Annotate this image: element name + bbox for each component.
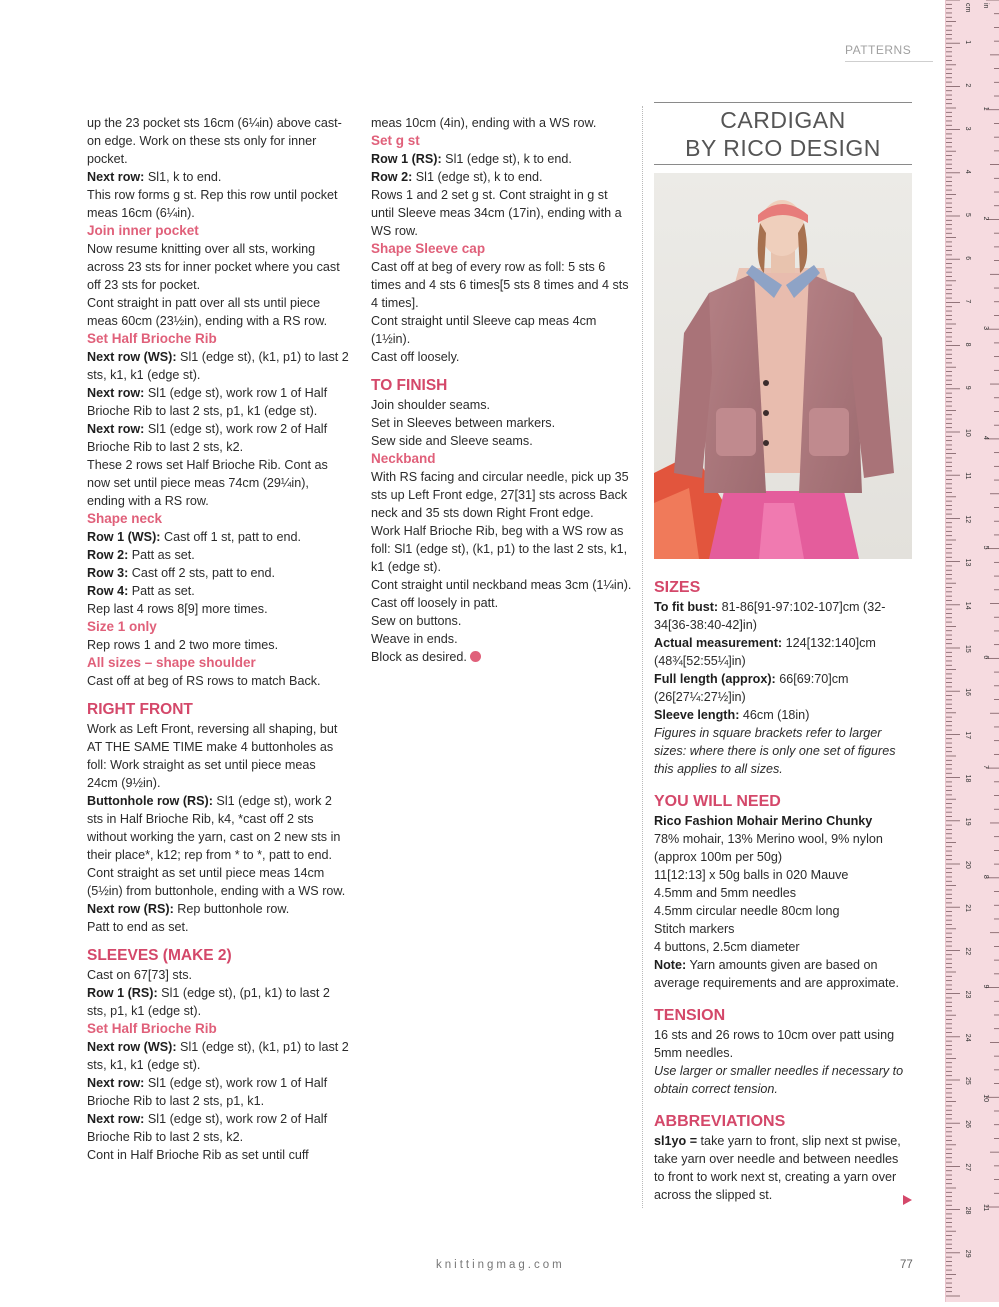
paragraph: Work as Left Front, reversing all shaping, but AT THE SAME TIME make 4 buttonholes as foll: Work straight as set until piece meas 24cm (9½in). [87, 722, 338, 790]
paragraph: 16 sts and 26 rows to 10cm over patt using 5mm needles. [654, 1028, 895, 1060]
paragraph: 4.5mm circular needle 80cm long [654, 904, 840, 918]
paragraph: Next row: Sl1 (edge st), work row 2 of Half Brioche Rib to last 2 sts, k2. [87, 422, 328, 454]
paragraph: Row 4: Patt as set. [87, 584, 195, 598]
paragraph: Now resume knitting over all sts, working across 23 sts for inner pocket where you cast off 23 sts for pocket. [87, 242, 340, 292]
ruler-cm-number: 8 [964, 342, 971, 347]
paragraph: Weave in ends. [371, 632, 458, 646]
paragraph: Cont in Half Brioche Rib as set until cuff [87, 1148, 309, 1162]
paragraph: Cont straight until Sleeve cap meas 4cm (1½in). [371, 314, 597, 346]
paragraph: Rep rows 1 and 2 two more times. [87, 638, 279, 652]
heading-sizes: SIZES [654, 579, 701, 596]
paragraph: up the 23 pocket sts 16cm (6¼in) above cast-on edge. Work on these sts only for inner pocket. [87, 116, 342, 166]
ruler-cm-number: 2 [964, 83, 971, 88]
paragraph: Cast off loosely. [371, 350, 460, 364]
cardigan-photo [654, 173, 912, 559]
ruler-cm-number: 6 [964, 256, 971, 261]
ruler-cm-number: 16 [964, 688, 971, 696]
ruler-cm-number: 25 [964, 1077, 971, 1085]
heading-sleeves: SLEEVES (MAKE 2) [87, 947, 232, 964]
ruler-inch-number: 3 [982, 326, 989, 331]
paragraph: Patt to end as set. [87, 920, 189, 934]
title-line-2: BY RICO DESIGN [685, 135, 881, 161]
ruler-svg [946, 0, 999, 1302]
paragraph: Rico Fashion Mohair Merino Chunky [654, 814, 873, 828]
heading-tension: TENSION [654, 1007, 726, 1024]
ruler-cm-number: 1 [964, 40, 971, 45]
paragraph: Row 2: Sl1 (edge st), k to end. [371, 170, 543, 184]
paragraph: sl1yo = take yarn to front, slip next st pwise, take yarn over needle and between needles to front to work next st, creating a yarn over across the slipped st. [654, 1134, 901, 1202]
ruler-cm-number: 10 [964, 429, 971, 437]
paragraph: Next row (WS): Sl1 (edge st), (k1, p1) to last 2 sts, k1, k1 (edge st). [87, 350, 349, 382]
paragraph: Join shoulder seams. [371, 398, 491, 412]
paragraph: Row 2: Patt as set. [87, 548, 195, 562]
subheading-shape-sleeve-cap: Shape Sleeve cap [371, 241, 486, 256]
subheading-set-g-st: Set g st [371, 133, 420, 148]
paragraph: With RS facing and circular needle, pick up 35 sts up Left Front edge, 27[31] sts across Back neck and 35 sts down Right Front edge. [371, 470, 629, 520]
subheading-set-half-brioche-rib-sleeve: Set Half Brioche Rib [87, 1021, 217, 1036]
ruler-in-label: in [982, 3, 989, 9]
ruler-cm-number: 28 [964, 1206, 971, 1215]
ruler-cm-number: 5 [964, 213, 971, 217]
heading-to-finish: TO FINISH [371, 377, 448, 394]
paragraph: 78% mohair, 13% Merino wool, 9% nylon (approx 100m per 50g) [654, 832, 883, 864]
ruler-inch-number: 8 [982, 874, 989, 879]
paragraph: Next row: Sl1 (edge st), work row 1 of Half Brioche Rib to last 2 sts, p1, k1 (edge st). [87, 386, 328, 418]
heading-you-will-need: YOU WILL NEED [654, 793, 781, 810]
paragraph: Next row: Sl1, k to end. [87, 170, 222, 184]
ruler-cm-number: 26 [964, 1120, 971, 1128]
paragraph: Row 3: Cast off 2 sts, patt to end. [87, 566, 276, 580]
ruler-cm-number: 17 [964, 731, 971, 740]
ruler-inch-number: 11 [982, 1204, 989, 1212]
ruler-inch-number: 9 [982, 984, 989, 989]
heading-right-front: RIGHT FRONT [87, 701, 193, 718]
ruler-cm-number: 27 [964, 1163, 971, 1172]
section-tag: PATTERNS [845, 43, 933, 62]
column-3 [654, 578, 912, 1204]
paragraph: Block as desired. [371, 648, 633, 666]
paragraph: Cont straight in patt over all sts until piece meas 60cm (23½in), ending with a RS row. [87, 296, 328, 328]
paragraph: Rep last 4 rows 8[9] more times. [87, 602, 268, 616]
ruler-cm-number: 3 [964, 126, 971, 131]
paragraph: Set in Sleeves between markers. [371, 416, 556, 430]
paragraph: Next row (RS): Rep buttonhole row. [87, 902, 290, 916]
ruler-cm-number: 19 [964, 817, 971, 826]
paragraph: Sew side and Sleeve seams. [371, 434, 533, 448]
paragraph: Next row: Sl1 (edge st), work row 2 of Half Brioche Rib to last 2 sts, k2. [87, 1112, 328, 1144]
ruler-cm-number: 7 [964, 299, 971, 304]
page-number: 77 [900, 1259, 913, 1271]
model-wearing-cardigan-image [654, 173, 912, 559]
ruler-inch-number: 10 [982, 1094, 989, 1103]
subheading-set-half-brioche-rib: Set Half Brioche Rib [87, 331, 217, 346]
ruler-inch-number: 7 [982, 765, 989, 770]
ruler-cm-number: 12 [964, 515, 971, 524]
paragraph: Cast on 67[73] sts. [87, 968, 193, 982]
ruler-cm-number: 18 [964, 774, 971, 783]
ruler-inch-number: 2 [982, 216, 989, 221]
measuring-ruler [945, 0, 999, 1302]
ruler-inch-number: 6 [982, 655, 989, 660]
ruler-inch-number: 4 [982, 435, 989, 440]
paragraph: Cast off at beg of every row as foll: 5 sts 6 times and 4 sts 6 times[5 sts 8 times and 4 sts 4 times]. [371, 260, 629, 310]
ruler-inch-number: 5 [982, 545, 989, 550]
column-2 [371, 114, 633, 666]
ruler-cm-number: 4 [964, 169, 971, 174]
ruler-cm-number: 20 [964, 861, 971, 869]
paragraph: Stitch markers [654, 922, 735, 936]
heading-abbreviations: ABBREVIATIONS [654, 1113, 786, 1130]
ruler-cm-number: 9 [964, 385, 971, 390]
subheading-neckband: Neckband [371, 451, 436, 466]
paragraph: 4 buttons, 2.5cm diameter [654, 940, 800, 954]
paragraph: Next row: Sl1 (edge st), work row 1 of Half Brioche Rib to last 2 sts, p1, k1. [87, 1076, 328, 1108]
ruler-cm-number: 29 [964, 1249, 971, 1258]
paragraph: Work Half Brioche Rib, beg with a WS row as foll: Sl1 (edge st), (k1, p1) to the last 2 sts, k1, k1 (edge st). [371, 524, 628, 574]
ruler-cm-label: cm [964, 3, 971, 13]
paragraph: Cont straight as set until piece meas 14cm (5½in) from buttonhole, ending with a WS row. [87, 866, 346, 898]
paragraph: Use larger or smaller needles if necessary to obtain correct tension. [654, 1064, 904, 1096]
paragraph: Sleeve length: 46cm (18in) [654, 708, 810, 722]
paragraph: This row forms g st. Rep this row until pocket meas 16cm (6¼in). [87, 188, 338, 220]
ruler-cm-number: 11 [964, 472, 971, 480]
ruler-cm-number: 22 [964, 947, 971, 956]
title-line-1: CARDIGAN [720, 107, 846, 133]
ruler-inch-number: 1 [982, 106, 989, 111]
paragraph: Actual measurement: 124[132:140]cm (48¾[52:55¼]in) [654, 636, 876, 668]
yarn-ball-icon [470, 651, 481, 662]
subheading-shape-neck: Shape neck [87, 511, 163, 526]
paragraph: 11[12:13] x 50g balls in 020 Mauve [654, 868, 849, 882]
paragraph: Row 1 (RS): Sl1 (edge st), (p1, k1) to last 2 sts, p1, k1 (edge st). [87, 986, 330, 1018]
paragraph: Sew on buttons. [371, 614, 462, 628]
ruler-cm-number: 13 [964, 558, 971, 567]
paragraph: Row 1 (RS): Sl1 (edge st), k to end. [371, 152, 572, 166]
continue-arrow-icon [903, 1195, 912, 1205]
paragraph: To fit bust: 81-86[91-97:102-107]cm (32-34[36-38:40-42]in) [654, 600, 886, 632]
paragraph: Row 1 (WS): Cast off 1 st, patt to end. [87, 530, 301, 544]
footer-url: knittingmag.com [436, 1259, 565, 1271]
paragraph: Cont straight until neckband meas 3cm (1¼in). [371, 578, 632, 592]
paragraph: Next row (WS): Sl1 (edge st), (k1, p1) to last 2 sts, k1, k1 (edge st). [87, 1040, 349, 1072]
paragraph: Cast off loosely in patt. [371, 596, 499, 610]
paragraph: Buttonhole row (RS): Sl1 (edge st), work 2 sts in Half Brioche Rib, k4, *cast off 2 sts without working the yarn, cast on 2 new sts in their place*, k12; rep from * to *, patt to end. [87, 794, 341, 862]
paragraph: Note: Yarn amounts given are based on average requirements and are approximate. [654, 958, 900, 990]
paragraph: Figures in square brackets refer to larger sizes: where there is only one set of figures this applies to all sizes. [654, 726, 896, 776]
subheading-size-1-only: Size 1 only [87, 619, 157, 634]
column-1 [87, 114, 349, 1164]
paragraph: These 2 rows set Half Brioche Rib. Cont as now set until piece meas 74cm (29¼in), ending with a RS row. [87, 458, 328, 508]
subheading-all-sizes: All sizes – shape shoulder [87, 655, 256, 670]
ruler-cm-number: 23 [964, 990, 971, 999]
column-divider [642, 106, 643, 1208]
ruler-cm-number: 15 [964, 645, 971, 653]
paragraph: Cast off at beg of RS rows to match Back. [87, 674, 321, 688]
paragraph: Full length (approx): 66[69:70]cm (26[27¼:27½]in) [654, 672, 849, 704]
pattern-title [654, 102, 912, 165]
paragraph: 4.5mm and 5mm needles [654, 886, 797, 900]
ruler-cm-number: 21 [964, 904, 971, 912]
paragraph: meas 10cm (4in), ending with a WS row. [371, 116, 597, 130]
ruler-cm-number: 24 [964, 1033, 971, 1042]
ruler-cm-number: 14 [964, 601, 971, 610]
subheading-join-inner-pocket: Join inner pocket [87, 223, 199, 238]
paragraph: Rows 1 and 2 set g st. Cont straight in g st until Sleeve meas 34cm (17in), ending with a WS row. [371, 188, 622, 238]
